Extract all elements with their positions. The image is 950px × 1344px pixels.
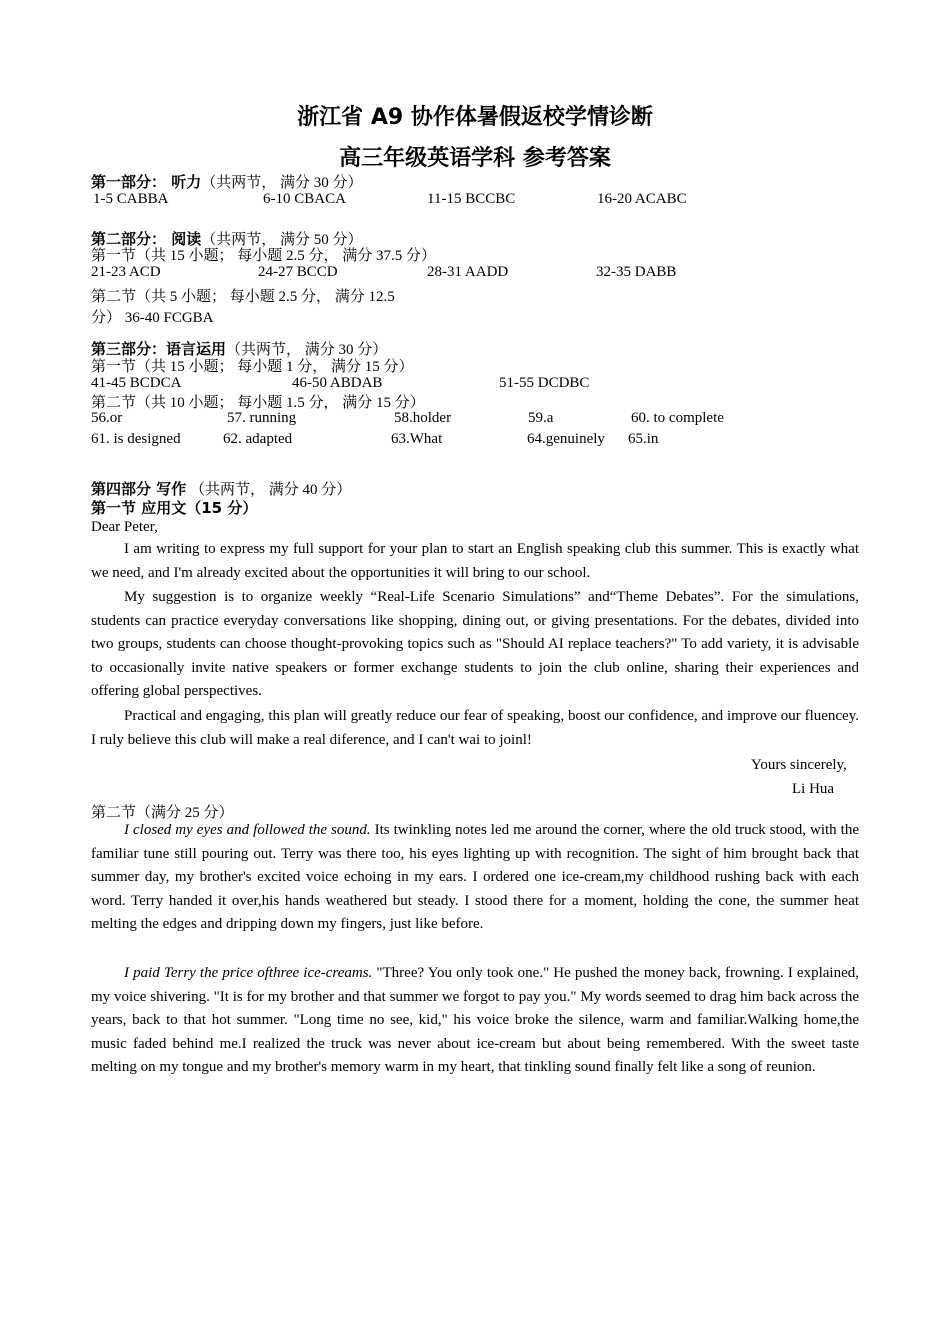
part4-sec1-heading: 第一节 应用文（15 分） (91, 499, 258, 517)
answer-56: 56.or (91, 410, 123, 426)
answer-65: 65.in (628, 431, 659, 447)
story-paragraph-2-body: "Three? You only took one." He pushed the money back, frowning. I explained, my voice shivering. "It is for my brother and that summer we forgot to pay you." My words seemed to drag him back across the years, back to that hot summer. "Long time no see, kid," his voice broke the silence, warm and familiar.Walking home,the music faded behind me.I realized the truck was never about ice-cream but about being remembered. With the sweet taste melting on my tongue and my brother's memory warm in my heart, that tinkling sound finally felt like a song of reunion. (91, 965, 859, 1076)
story-paragraph-1-body: Its twinkling notes led me around the corner, where the old truck stood, with the familiar tune still pouring out. Terry was there too, his eyes lighting up with recognition. The sight of him brought back that summer day, my brother's excited voice echoing in my ears. I ordered one ice-cream,my childhood rushing back with each word. Terry handed it over,his hands weathered but steady. I stood there for a moment, holding the cone, the summer heat melting the edges and dripping down my fingers, just like before. (91, 822, 860, 933)
part3-sec1-heading: 第一节（共 15 小题； 每小题 1 分， 满分 15 分） (91, 359, 414, 375)
answer-41-45: 41-45 BCDCA (91, 375, 182, 391)
answer-28-31: 28-31 AADD (427, 264, 509, 280)
part4-note: （共两节， 满分 40 分） (186, 482, 352, 498)
part3-heading: 第三部分：语言运用 (91, 340, 227, 358)
part1-note: （共两节， 满分 30 分） (201, 175, 363, 191)
answer-62: 62. adapted (223, 431, 293, 447)
part2-heading: 第二部分： 阅读 (91, 230, 202, 248)
answer-21-23: 21-23 ACD (91, 264, 161, 280)
part3-note: （共两节， 满分 30 分） (226, 342, 388, 358)
answer-60: 60. to complete (631, 410, 724, 426)
page-subtitle: 高三年级英语学科 参考答案 (339, 146, 611, 171)
answer-24-27: 24-27 BCCD (258, 264, 338, 280)
part4-header (91, 478, 351, 499)
answer-58: 58.holder (394, 410, 452, 426)
answer-36-40: 分） 36-40 FCGBA (91, 310, 214, 326)
answer-6-10: 6-10 CBACA (263, 191, 346, 207)
part4-heading: 第四部分 写作 (91, 480, 187, 498)
story-paragraph-1-lead: I closed my eyes and followed the sound. (124, 822, 371, 838)
answer-57: 57. running (227, 410, 297, 426)
part4-sec2-heading: 第二节（满分 25 分） (91, 805, 234, 821)
letter-paragraph-1: I am writing to express my full support for your plan to start an English speaking club this summer. This is exactly what we need, and I'm already excited about the opportunities it will bring to our school. (91, 541, 859, 581)
answer-32-35: 32-35 DABB (596, 264, 677, 280)
letter-paragraph-2: My suggestion is to organize weekly “Real-Life Scenario Simulations” and“Theme Debates”. For the simulations, students can practice everyday conversations like shopping, dining out, or giving presentations. For the debates, divided into two groups, students can choose thought-provoking topics such as "Should AI replace teachers?" To add variety, it is advisable to occasionally invite native speakers or former exchange students to join the club online, sharing their experiences and offering global perspectives. (91, 589, 859, 700)
part3-sec2-heading: 第二节（共 10 小题； 每小题 1.5 分， 满分 15 分） (91, 395, 425, 411)
part1-heading: 第一部分： 听力 (91, 173, 202, 191)
answer-61: 61. is designed (91, 431, 181, 447)
page-title: 浙江省 A9 协作体暑假返校学情诊断 (297, 105, 653, 130)
story-paragraph-2 (91, 962, 859, 1080)
letter-paragraph-3: Practical and engaging, this plan will greatly reduce our fear of speaking, boost our confidence, and improve our fluencey. I ruly believe this club will make a real diference, and I can't wai to joinl! (91, 708, 859, 748)
part2-sec1-heading: 第一节（共 15 小题； 每小题 2.5 分， 满分 37.5 分） (91, 248, 437, 264)
answer-11-15: 11-15 BCCBC (427, 191, 516, 207)
part2-note: （共两节， 满分 50 分） (201, 232, 363, 248)
letter-salutation: Dear Peter, (91, 519, 158, 535)
answer-63: 63.What (391, 431, 443, 447)
answer-51-55: 51-55 DCDBC (499, 375, 590, 391)
story-paragraph-2-lead: I paid Terry the price ofthree ice-creams. (124, 965, 373, 981)
letter-closing: Yours sincerely, (751, 757, 847, 773)
part2-sec2-heading: 第二节（共 5 小题； 每小题 2.5 分， 满分 12.5 (91, 289, 395, 305)
answer-64: 64.genuinely (527, 431, 605, 447)
answer-46-50: 46-50 ABDAB (292, 375, 383, 391)
answer-59: 59.a (528, 410, 554, 426)
answer-1-5: 1-5 CABBA (93, 191, 169, 207)
letter-signature: Li Hua (792, 781, 835, 797)
answer-16-20: 16-20 ACABC (597, 191, 687, 207)
part1-header (91, 171, 363, 192)
story-paragraph-1 (91, 819, 859, 937)
